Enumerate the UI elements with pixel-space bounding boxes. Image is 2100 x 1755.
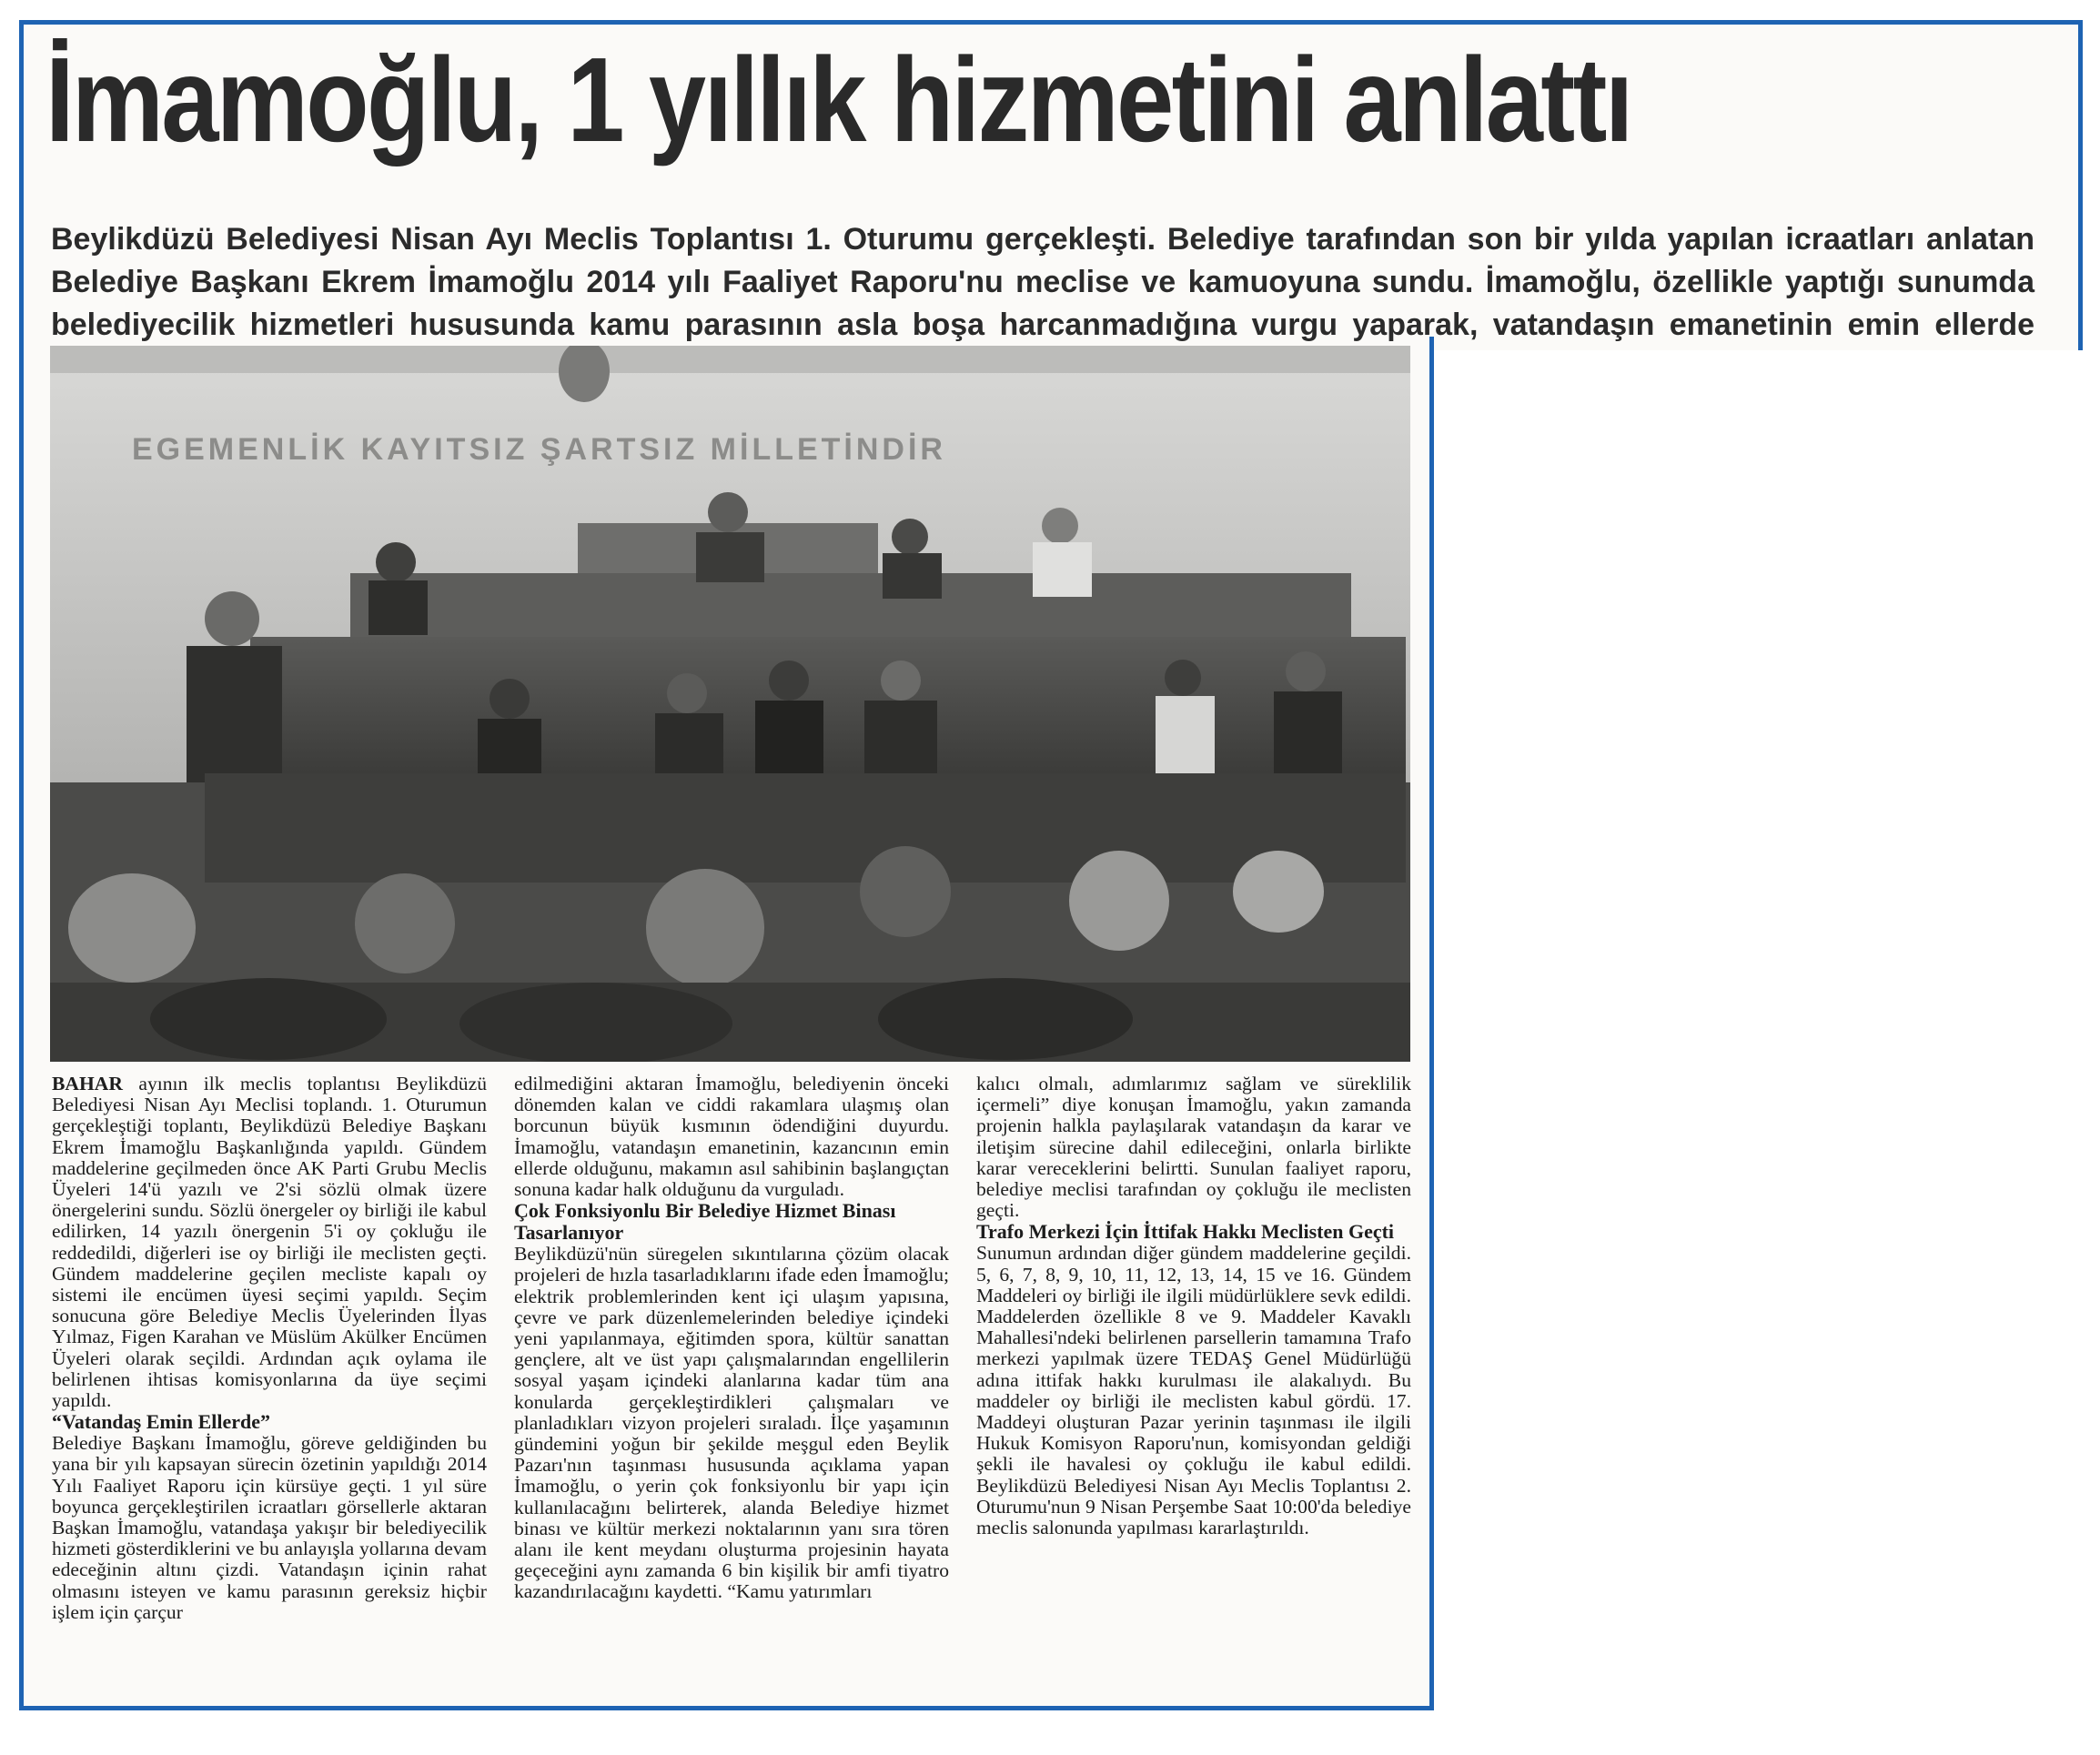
article-column-2 xyxy=(514,1074,949,1603)
news-photo xyxy=(50,346,1410,1062)
article-column-3 xyxy=(976,1074,1411,1538)
paragraph: ayının ilk meclis toplantısı Beylikdüzü Belediyesi Nisan Ayı Meclisi toplandı. 1. Oturumun gerçekleştiği toplantı, Beylikdüzü Belediye Başkanı Ekrem İmamoğlu Başkanlığında yapıldı. Gündem maddelerine geçilmeden önce AK Parti Grubu Meclis Üyeleri 14'ü yazılı ve 2'si sözlü olmak üzere önergelerini sundu. Sözlü önergeler oy birliği ile kabul edilirken, 14 yazılı önergenin 5'i oy çokluğu ile reddedildi, diğerleri ise oy birliği ile meclisten geçti. Gündem maddelerine geçilen mecliste kapalı oy sistemi ile encümen üyesi seçimi yapıldı. Seçim sonucuna göre Belediye Meclis Üyelerinden İlyas Yılmaz, Figen Karahan ve Müslüm Akülker Encümen Üyeleri olarak seçildi. Ardından açık oylama ile belirlenen ihtisas komisyonlarına da üye seçimi yapıldı. xyxy=(52,1073,487,1412)
subheading: Çok Fonksiyonlu Bir Belediye Hizmet Binası Tasarlanıyor xyxy=(514,1199,896,1245)
byline: BAHAR xyxy=(52,1073,123,1094)
council-meeting-photo xyxy=(50,346,1410,1062)
article-column-1 xyxy=(52,1074,487,1623)
article-body xyxy=(52,1074,1412,1692)
subheading: “Vatandaş Emin Ellerde” xyxy=(52,1410,271,1434)
paragraph: edilmediğini aktaran İmamoğlu, belediyenin önceki dönemden kalan ve ciddi rakamlara ulaşmış olan borcunun büyük kısmının ödendiğini duyurdu. İmamoğlu, vatandaşın emanetinin, kazancının emin ellerde olduğunu, makamın asıl sahibinin başlangıçtan sonuna kadar halk olduğunu da vurguladı. xyxy=(514,1073,949,1201)
headline: İmamoğlu, 1 yıllık hizmetini anlattı xyxy=(45,33,1631,166)
wall-inscription: EGEMENLİK KAYITSIZ ŞARTSIZ MİLLETİNDİR xyxy=(132,432,946,467)
lead-paragraph: Beylikdüzü Belediyesi Nisan Ayı Meclis Toplantısı 1. Oturumu gerçekleşti. Belediye tarafından son bir yılda yapılan icraatları anlatan Belediye Başkanı Ekrem İmamoğlu 2014 yılı Faaliyet Raporu'nu meclise ve kamuoyuna sundu. İmamoğlu, özellikle yaptığı sunumda belediyecilik hizmetleri hususunda kamu parasının asla boşa harcanmadığına vurgu yaparak, vatandaşın emanetinin emin ellerde xyxy=(51,222,2034,342)
paragraph: Sunumun ardından diğer gündem maddelerine geçildi. 5, 6, 7, 8, 9, 10, 11, 12, 13, 14, 15 ve 16. Gündem Maddeleri oy birliği ile ilgili müdürlüklere sevk edildi. Maddelerden özellikle 8 ve 9. Maddeler Kavaklı Mahallesi'ndeki belirlenen parsellerin tamamına Trafo merkezi yapılmak üzere TEDAŞ Genel Müdürlüğü adına ittifak hakkı kurulması ile alakalıydı. Bu maddeler oy birliği ile meclisten kabul gördü. 17. Maddeyi oluşturan Pazar yerinin taşınması ile ilgili Hukuk Komisyon Raporu'nun, komisyondan geldiği şekli ile havalesi oy çokluğu ile kabul edildi. Beylikdüzü Belediyesi Nisan Ayı Meclis Toplantısı 2. Oturumu'nun 9 Nisan Perşembe Saat 10:00'da belediye meclis salonunda yapılması kararlaştırıldı. xyxy=(976,1242,1411,1539)
paragraph: Belediye Başkanı İmamoğlu, göreve geldiğinden bu yana bir yılı kapsayan sürecin özetinin yapıldığı 2014 Yılı Faaliyet Raporu için kürsüye geçti. 1 yıl süre boyunca gerçekleştirilen icraatları görsellerle aktaran Başkan İmamoğlu, vatandaşa yakışır bir belediyecilik hizmeti gösterdiklerini ve bu anlayışla yollarına devam edeceğinin altını çizdi. Vatandaşın içinin rahat olmasını isteyen ve kamu parasının gereksiz hiçbir işlem için çarçur xyxy=(52,1432,487,1623)
paragraph: Beylikdüzü'nün süregelen sıkıntılarına çözüm olacak projeleri de hızla tasarladıklarını ifade eden İmamoğlu; elektrik problemlerinden kent içi ulaşım yapısına, çevre ve park düzenlemelerinden belediye içindeki yeni yapılanmaya, eğitimden spora, kültür sanattan gençlere, alt ve üst yapı çalışmalarından engellilerin sosyal yaşam içindeki alanlarına kadar tüm ana konularda gerçekleştirdikleri çalışmaları ve planladıkları vizyon projeleri sıraladı. İlçe yaşamının gündemini yoğun bir şekilde meşgul eden Beylik Pazarı'nın taşınması hususunda açıklama yapan İmamoğlu, o yerin çok fonksiyonlu bir yapı için kullanılacağını belirterek, alanda Belediye hizmet binası ve kültür merkezi noktalarının yanı sıra tören alanı ile kent meydanı oluşturma projesinin hayata geçeceğini aynı zamanda 6 bin kişilik bir amfi tiyatro kazandırılacağını kaydetti. “Kamu yatırımları xyxy=(514,1243,949,1603)
paragraph: kalıcı olmalı, adımlarımız sağlam ve süreklilik içermeli” diye konuşan İmamoğlu, yakın zamanda projenin halkla paylaşılarak vatandaşın da karar ve iletişim sürecine dahil edileceğini, onlarla birlikte karar vereceklerini belirtti. Sunulan faaliyet raporu, belediye meclisi tarafından oy çokluğu ile meclisten geçti. xyxy=(976,1073,1411,1222)
subheading: Trafo Merkezi İçin İttifak Hakkı Meclisten Geçti xyxy=(976,1220,1395,1244)
